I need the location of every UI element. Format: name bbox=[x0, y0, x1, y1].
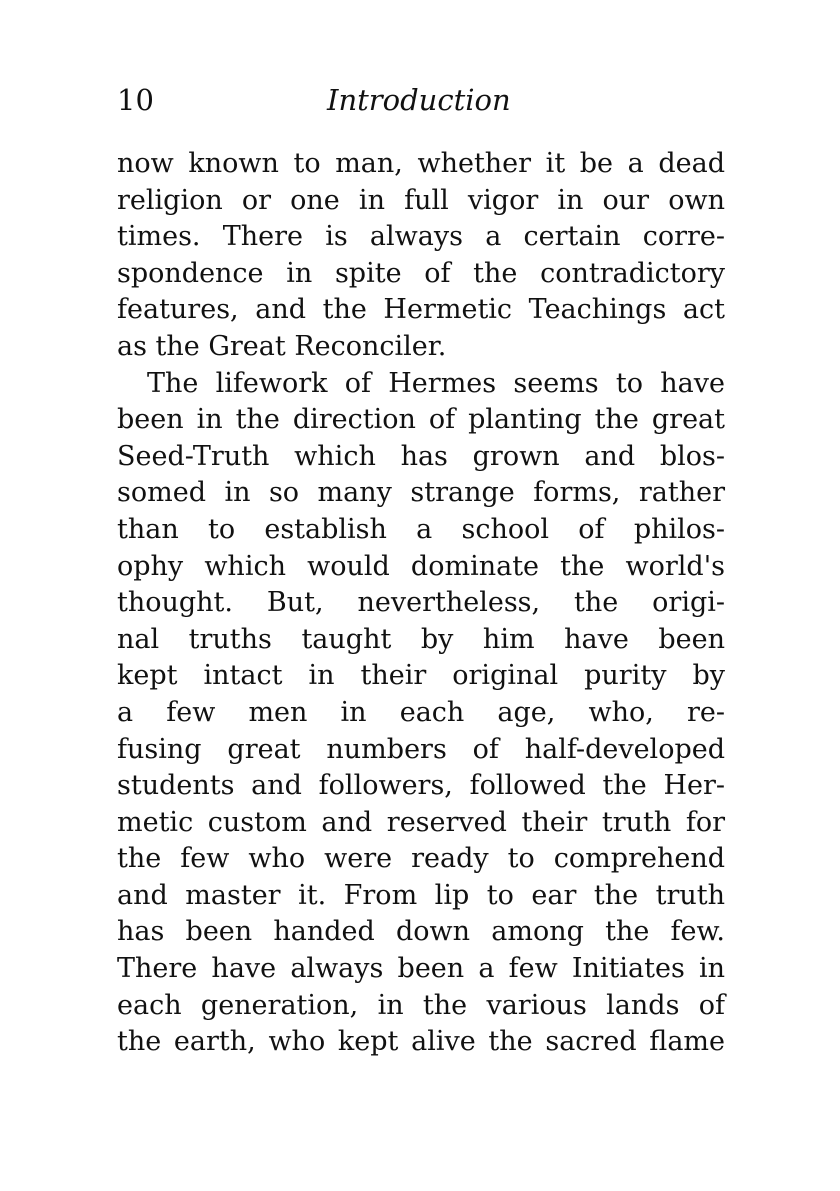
text-line: than to establish a school of philos- bbox=[117, 513, 725, 545]
running-title: Introduction bbox=[327, 83, 511, 117]
text-line: ophy which would dominate the world's bbox=[117, 550, 725, 582]
text-line: and master it. From lip to ear the truth bbox=[117, 879, 725, 911]
text-line: kept intact in their original purity by bbox=[117, 660, 725, 692]
text-line: features, and the Hermetic Teachings act bbox=[117, 294, 725, 326]
text-line: times. There is always a certain corre- bbox=[117, 221, 725, 253]
text-line: students and followers, followed the Her- bbox=[117, 770, 725, 802]
text-line: each generation, in the various lands of bbox=[117, 989, 725, 1021]
text-line: now known to man, whether it be a dead bbox=[117, 148, 725, 179]
text-line: metic custom and reserved their truth for bbox=[117, 806, 725, 838]
text-line: somed in so many strange forms, rather bbox=[117, 477, 725, 509]
text-line: as the Great Reconciler. bbox=[117, 330, 447, 362]
paragraph-first-line: The lifework of Hermes seems to have bbox=[147, 367, 725, 399]
text-line: thought. But, nevertheless, the origi- bbox=[117, 587, 725, 619]
page-number: 10 bbox=[117, 83, 154, 117]
body-text bbox=[117, 146, 725, 1061]
text-line: religion or one in full vigor in our own bbox=[117, 184, 725, 216]
text-line: the earth, who kept alive the sacred flame bbox=[117, 1026, 725, 1058]
text-line: nal truths taught by him have been bbox=[117, 623, 725, 655]
text-line: fusing great numbers of half-developed bbox=[117, 733, 725, 765]
text-line: Seed-Truth which has grown and blos- bbox=[117, 440, 725, 472]
text-line: a few men in each age, who, re- bbox=[117, 696, 725, 728]
text-line: the few who were ready to comprehend bbox=[117, 843, 725, 875]
text-line: spondence in spite of the contradictory bbox=[117, 257, 725, 289]
text-line: has been handed down among the few. bbox=[117, 916, 725, 948]
page-header bbox=[117, 78, 725, 122]
text-line: been in the direction of planting the great bbox=[117, 404, 725, 436]
text-line: There have always been a few Initiates in bbox=[117, 953, 725, 985]
